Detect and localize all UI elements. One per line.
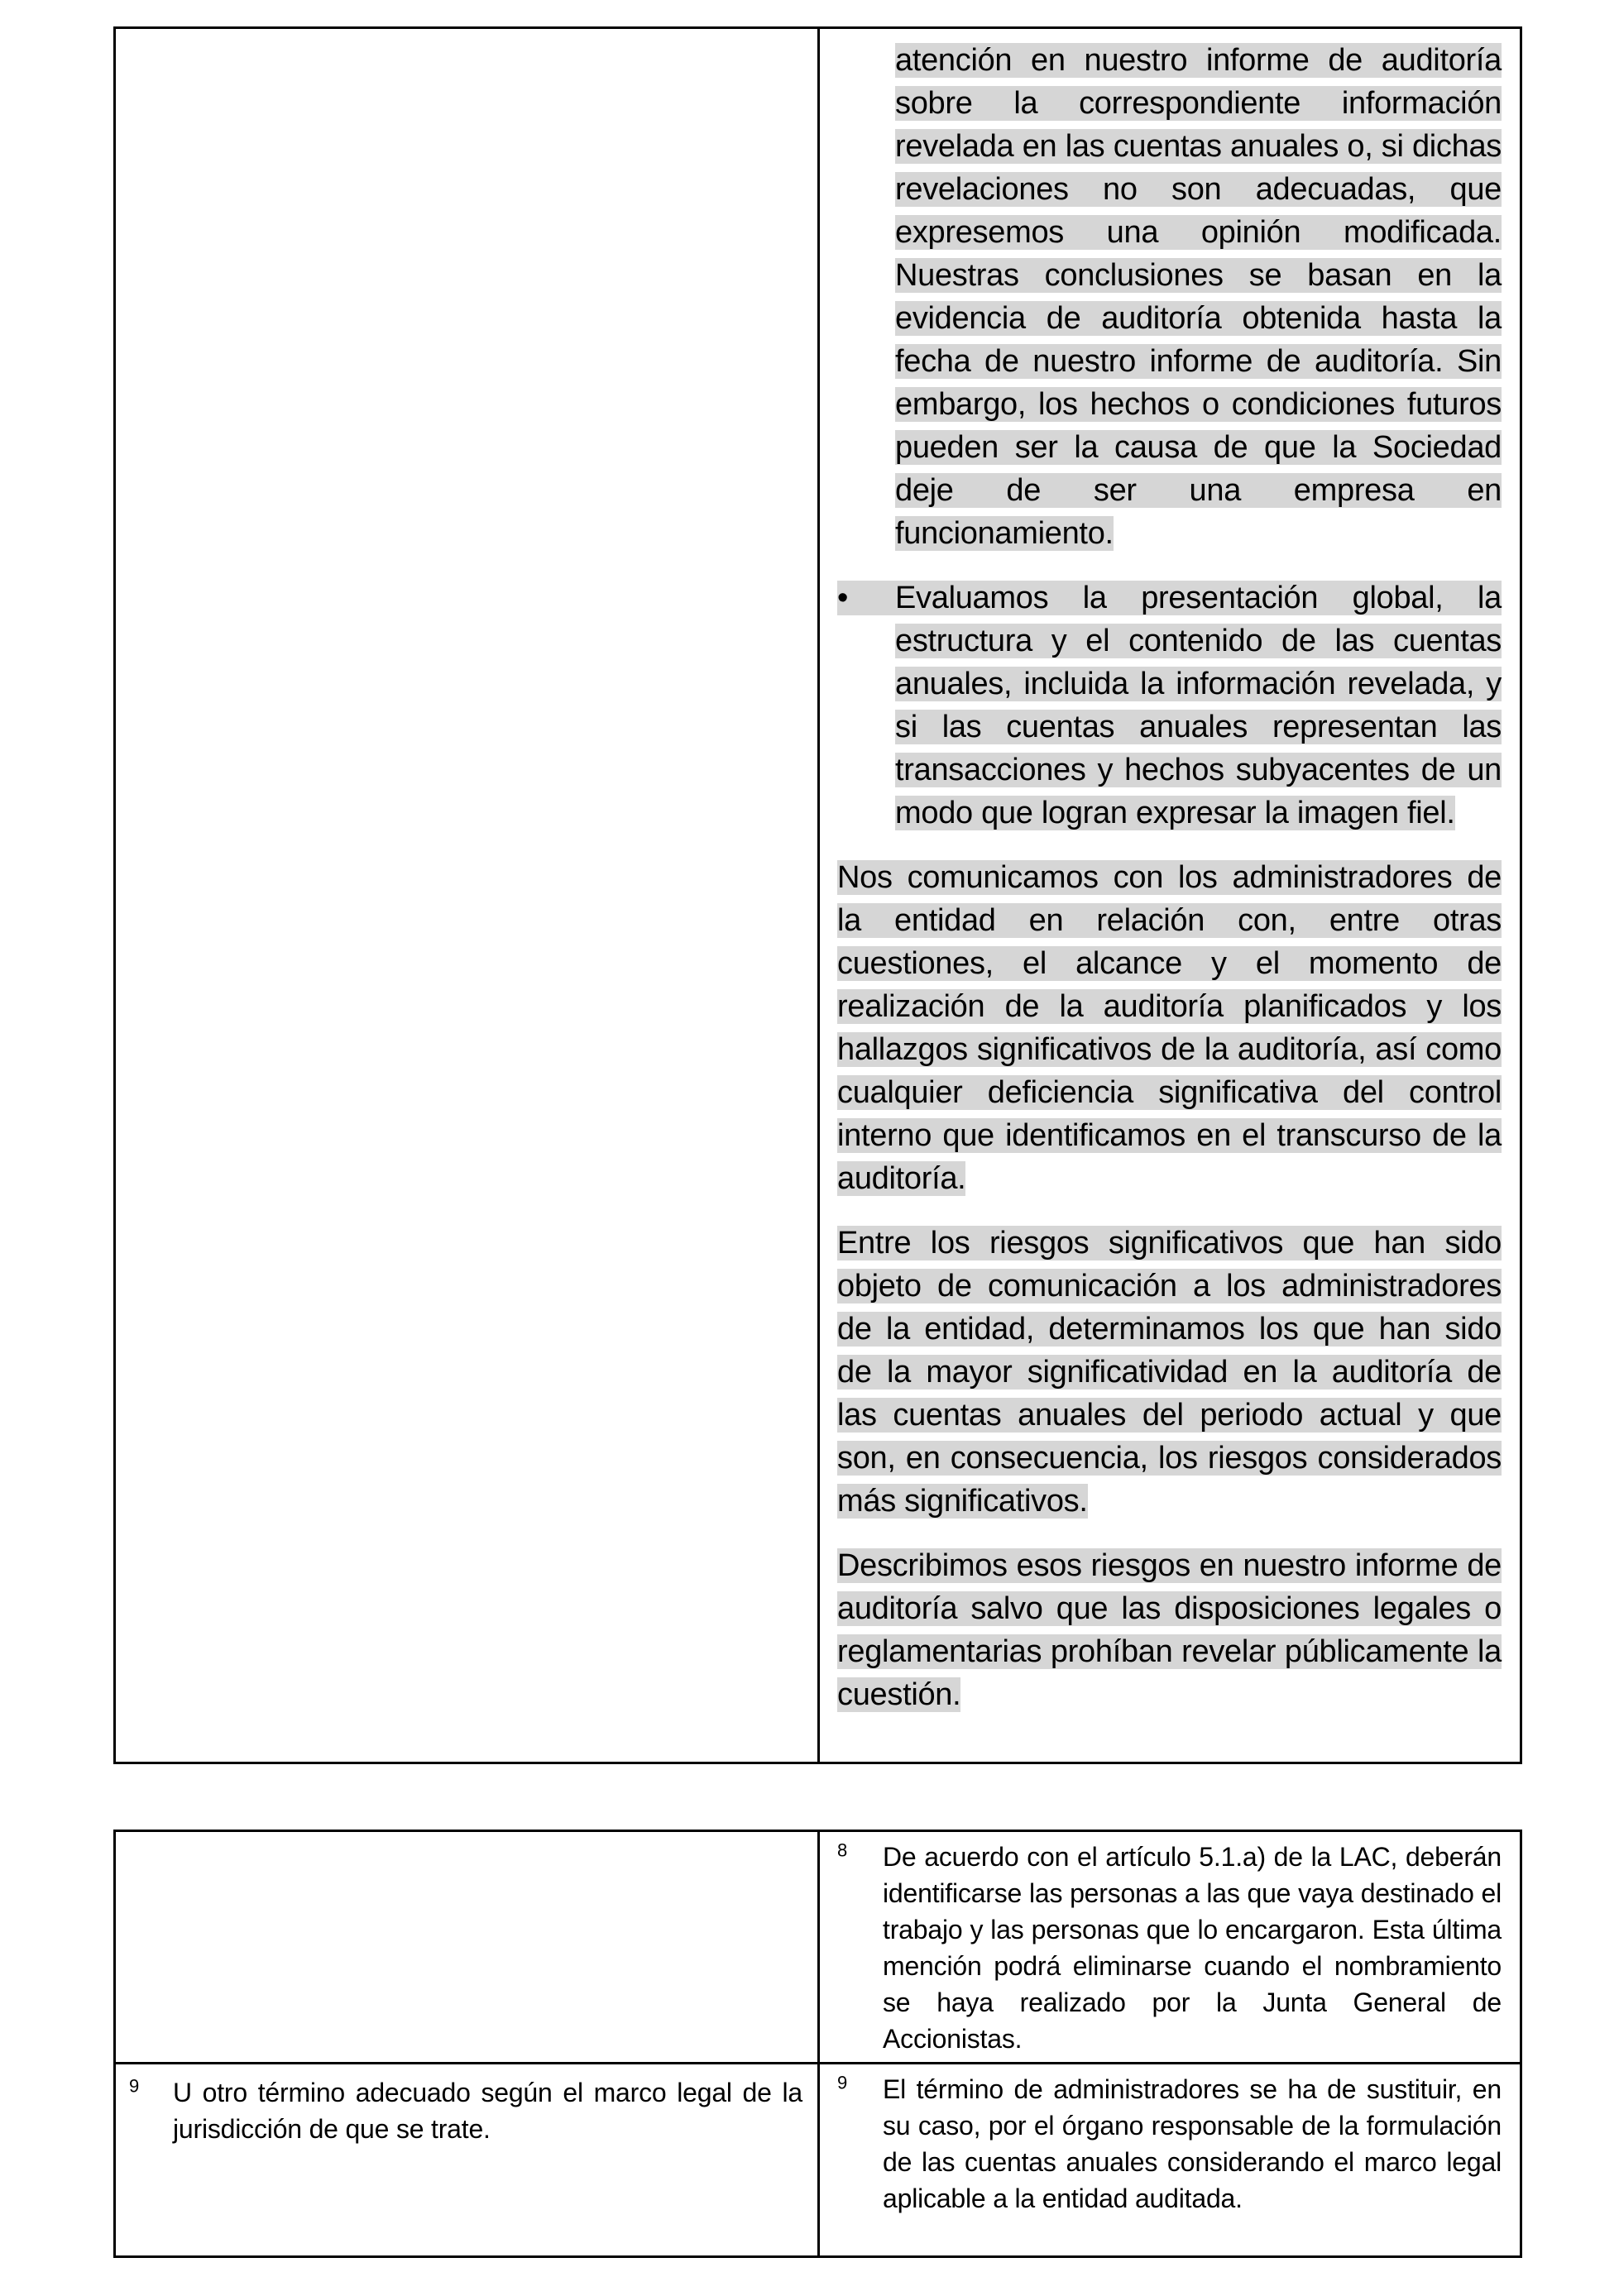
footnote-table xyxy=(113,1830,1522,2258)
footnote-8-text: De acuerdo con el artículo 5.1.a) de la LAC, deberán identificarse las personas a las que vaya destinado el trabajo y las personas que lo encargaron. Esta última mención podrá eliminarse cuando el nombramiento se haya realizado por la Junta General de Accionistas. xyxy=(883,1842,1502,2054)
bullet-paragraph-text: Evaluamos la presentación global, la estructura y el contenido de las cuentas anuales, incluida la información revelada, y si las cuentas anuales representan las transacciones y hechos subyacentes de un modo que logran expresar la imagen fiel. xyxy=(895,581,1502,830)
footnote-table-empty-cell xyxy=(116,1832,820,2064)
highlighted-text: Nos comunicamos con los administradores de la entidad en relación con, entre otras cuestiones, el alcance y el momento de realización de la auditoría planificados y los hallazgos significativos de la auditoría, así como cualquier deficiencia significativa del control interno que identificamos en el transcurso de la auditoría. xyxy=(837,860,1502,1196)
highlighted-text: atención en nuestro informe de auditoría sobre la correspondiente información revelada en las cuentas anuales o, si dichas revelaciones no son adecuadas, que expresemos una opinión modificada. Nuestras conclusiones se basan en la evidencia de auditoría obtenida hasta la fecha de nuestro informe de auditoría. Sin embargo, los hechos o condiciones futuros pueden ser la causa de que la Sociedad deje de ser una empresa en funcionamiento. xyxy=(895,43,1502,551)
bullet-icon: • xyxy=(837,581,849,615)
highlighted-text xyxy=(837,581,1502,830)
footnote-9-left-cell xyxy=(116,2064,820,2255)
footnote-9-right xyxy=(837,2071,1502,2217)
footnote-8-marker: 8 xyxy=(837,1839,848,1861)
footnote-9-right-cell xyxy=(820,2064,1520,2255)
footnote-9-left-text: U otro término adecuado según el marco legal de la jurisdicción de que se trate. xyxy=(173,2078,802,2144)
bullet-paragraph xyxy=(837,576,1502,835)
highlighted-text: Describimos esos riesgos en nuestro informe de auditoría salvo que las disposiciones legales o reglamentarias prohíban revelar públicamente la cuestión. xyxy=(837,1548,1502,1712)
footnote-9-right-text: El término de administradores se ha de sustituir, en su caso, por el órgano responsable de la formulación de las cuentas anuales considerando el marco legal aplicable a la entidad auditada. xyxy=(883,2074,1502,2213)
footnote-9-left-marker: 9 xyxy=(129,2075,140,2097)
footnote-8-cell xyxy=(820,1832,1520,2064)
main-table-right-cell xyxy=(820,29,1520,1762)
paragraph-significant-risks xyxy=(837,1222,1502,1523)
main-table xyxy=(113,26,1522,1764)
footnote-8 xyxy=(837,1839,1502,2057)
highlighted-text: Entre los riesgos significativos que han sido objeto de comunicación a los administradores de la entidad, determinamos los que han sido de la mayor significatividad en la auditoría de las cuentas anuales del periodo actual y que son, en consecuencia, los riesgos considerados más significativos. xyxy=(837,1226,1502,1519)
continuation-paragraph xyxy=(895,39,1502,555)
footnote-9-left xyxy=(129,2074,802,2147)
paragraph-describe-risks xyxy=(837,1544,1502,1716)
footnote-9-right-marker: 9 xyxy=(837,2072,848,2093)
paragraph-communication xyxy=(837,856,1502,1200)
main-table-left-cell xyxy=(116,29,820,1762)
